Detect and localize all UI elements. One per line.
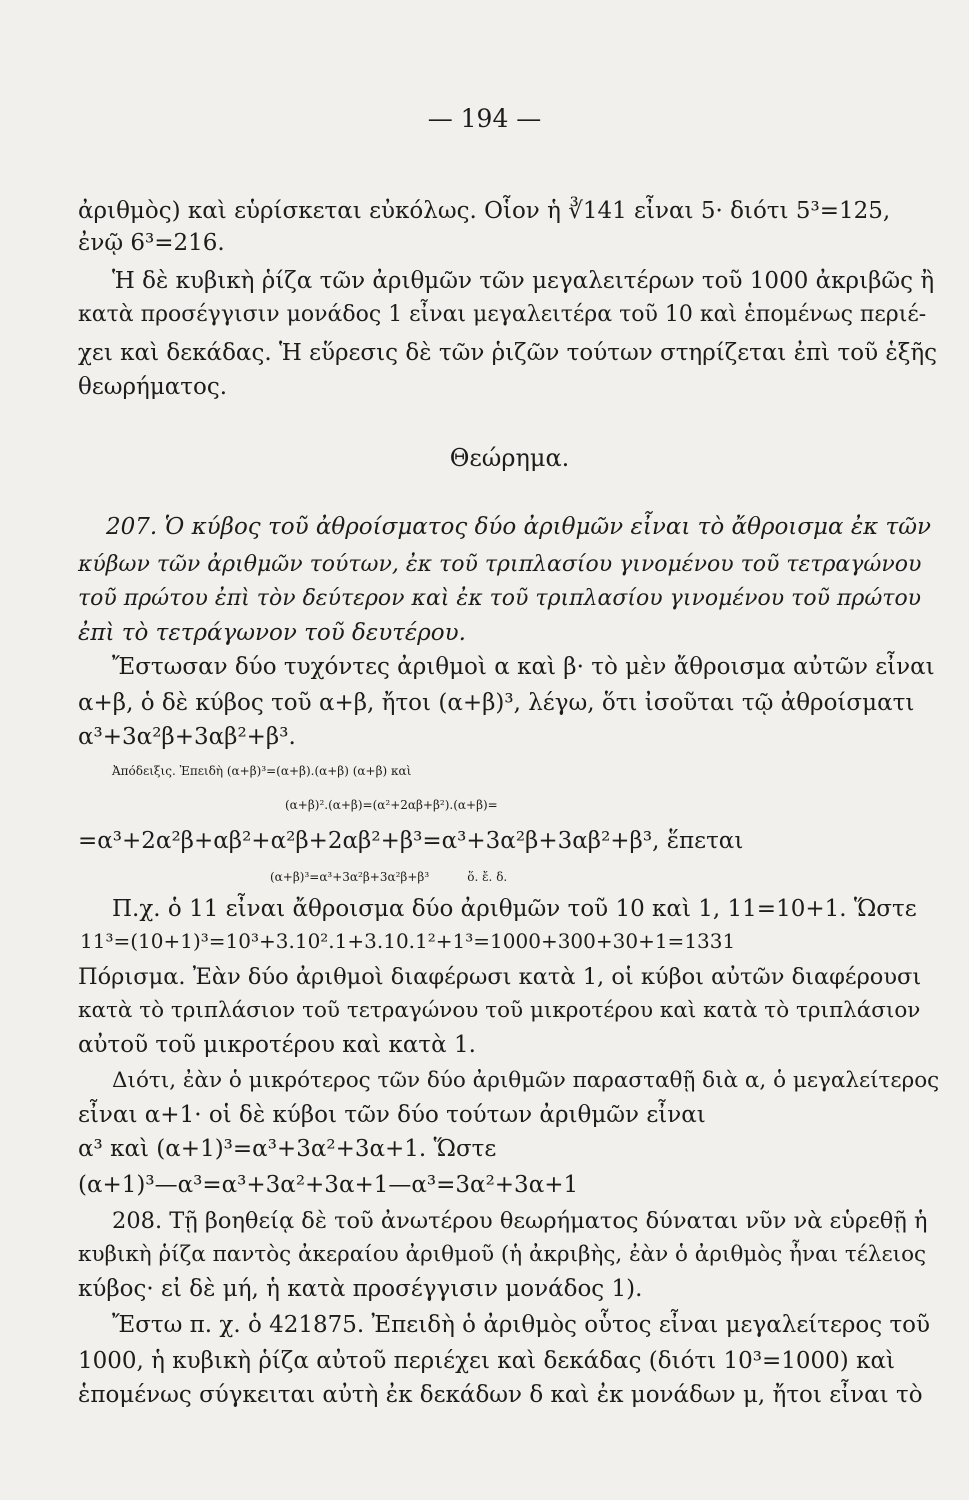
text-line: Πόρισμα. Ἐὰν δύο ἀριθμοὶ διαφέρωσι κατὰ 1, οἱ κύβοι αὐτῶν διαφέρουσι (78, 964, 922, 990)
text-line: Ἡ δὲ κυβικὴ ῥίζα τῶν ἀριθμῶν τῶν μεγαλειτέρων τοῦ 1000 ἀκριβῶς ἢ (112, 268, 935, 294)
text-line: Διότι, ἐὰν ὁ μικρότερος τῶν δύο ἀριθμῶν παρασταθῇ διὰ α, ὁ μεγαλείτερος (112, 1068, 940, 1093)
text-line: κατὰ τὸ τριπλάσιον τοῦ τετραγώνου τοῦ μικροτέρου καὶ κατὰ τὸ τριπλάσιον (78, 998, 921, 1023)
text-line: Ἔστωσαν δύο τυχόντες ἀριθμοὶ α καὶ β· τὸ μὲν ἄθροισμα αὐτῶν εἶναι (112, 654, 935, 680)
text-line: κατὰ προσέγγισιν μονάδος 1 εἶναι μεγαλειτέρα τοῦ 10 καὶ ἑπομένως περιέ- (78, 302, 927, 327)
text-line: ἐνῷ 6³=216. (78, 230, 225, 256)
text-line: κύβος· εἰ δὲ μή, ἡ κατὰ προσέγγισιν μονάδος 1). (78, 1276, 643, 1302)
equation-line: α³ καὶ (α+1)³=α³+3α²+3α+1. Ὥστε (78, 1136, 497, 1162)
theorem-line: τοῦ πρώτου ἐπὶ τὸν δεύτερον καὶ ἐκ τοῦ τριπλασίου γινομένου τοῦ πρώτου (78, 586, 922, 611)
theorem-line: 207. Ὁ κύβος τοῦ ἀθροίσματος δύο ἀριθμῶν εἶναι τὸ ἄθροισμα ἐκ τῶν (106, 514, 932, 540)
equation-line: =α³+2α²β+αβ²+α²β+2αβ²+β³=α³+3α²β+3αβ²+β³, ἕπεται (78, 828, 744, 854)
text-line: θεωρήματος. (78, 374, 228, 400)
text-line: ἑπομένως σύγκειται αὐτὴ ἐκ δεκάδων δ καὶ ἐκ μονάδων μ, ἤτοι εἶναι τὸ (78, 1382, 923, 1408)
text-line: εἶναι α+1· οἱ δὲ κύβοι τῶν δύο τούτων ἀριθμῶν εἶναι (78, 1102, 706, 1128)
text-line: 208. Τῇ βοηθείᾳ δὲ τοῦ ἀνωτέρου θεωρήματος δύναται νῦν νὰ εὑρεθῇ ἡ (112, 1208, 928, 1234)
page-number: — 194 — (427, 104, 542, 133)
equation-line: (α+β)³=α³+3α²β+3α²β+β³ ὅ. ἔ. δ. (270, 870, 508, 884)
text-line: Π.χ. ὁ 11 εἶναι ἄθροισμα δύο ἀριθμῶν τοῦ 10 καὶ 1, 11=10+1. Ὥστε (112, 896, 917, 922)
text-line: χει καὶ δεκάδας. Ἡ εὕρεσις δὲ τῶν ῥιζῶν τούτων στηρίζεται ἐπὶ τοῦ ἑξῆς (78, 340, 938, 366)
theorem-title: Θεώρημα. (449, 444, 570, 472)
text-line: α+β, ὁ δὲ κύβος τοῦ α+β, ἤτοι (α+β)³, λέγω, ὅτι ἰσοῦται τῷ ἀθροίσματι (78, 690, 915, 716)
equation-line: (α+1)³—α³=α³+3α²+3α+1—α³=3α²+3α+1 (78, 1172, 579, 1198)
text-line: Ἔστω π. χ. ὁ 421875. Ἐπειδὴ ὁ ἀριθμὸς οὗτος εἶναι μεγαλείτερος τοῦ (112, 1312, 931, 1338)
equation-line: 11³=(10+1)³=10³+3.10².1+3.10.1²+1³=1000+300+30+1=1331 (80, 929, 736, 953)
text-line: ἀριθμὸς) καὶ εὑρίσκεται εὐκόλως. Οἷον ἡ ∛141 εἶναι 5· διότι 5³=125, (78, 198, 891, 224)
text-line: 1000, ἡ κυβικὴ ῥίζα αὐτοῦ περιέχει καὶ δεκάδας (διότι 10³=1000) καὶ (78, 1348, 895, 1374)
equation-line: (α+β)².(α+β)=(α²+2αβ+β²).(α+β)= (285, 798, 498, 812)
theorem-line: κύβων τῶν ἀριθμῶν τούτων, ἐκ τοῦ τριπλασίου γινομένου τοῦ τετραγώνου (78, 552, 922, 577)
text-line: α³+3α²β+3αβ²+β³. (78, 724, 296, 750)
text-line: Ἀπόδειξις. Ἐπειδὴ (α+β)³=(α+β).(α+β) (α+β) καὶ (112, 764, 412, 778)
theorem-line: ἐπὶ τὸ τετράγωνον τοῦ δευτέρου. (78, 620, 466, 646)
text-line: κυβικὴ ῥίζα παντὸς ἀκεραίου ἀριθμοῦ (ἡ ἀκριβὴς, ἐὰν ὁ ἀριθμὸς ἦναι τέλειος (78, 1242, 927, 1267)
text-line: αὐτοῦ τοῦ μικροτέρου καὶ κατὰ 1. (78, 1032, 476, 1058)
